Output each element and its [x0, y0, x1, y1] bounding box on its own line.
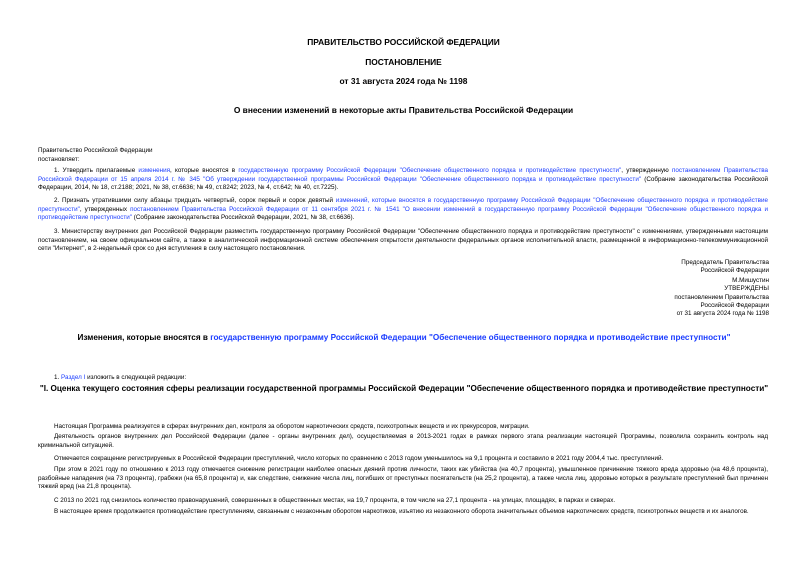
link-changes-program[interactable]: изменений, которые вносятся в государственную программу Российской Федерации "Обеспечение общественного порядка и противодействие преступности"	[38, 197, 768, 213]
changes-title	[38, 333, 770, 343]
signature-name: М.Мишустин	[732, 276, 769, 284]
body-paragraph-6: В настоящее время продолжается противодействие преступлениям, связанным с незаконным оборотом наркотиков, изъятию из незаконного оборота значительных объемов наркотических средств, психотропных веществ и их аналогов.	[54, 508, 749, 515]
paragraph-1	[38, 167, 768, 193]
preamble-resolves: постановляет:	[38, 156, 80, 163]
document-date-number: от 31 августа 2024 года № 1198	[339, 76, 468, 86]
link-changes[interactable]: изменения	[138, 167, 171, 174]
item1-number: 1.	[54, 374, 62, 381]
body-paragraph-1: Настоящая Программа реализуется в сферах внутренних дел, контроля за оборотом наркотических средств, психотропных веществ и их прекурсоров, миграции.	[54, 423, 530, 430]
p1-text-b: , которые вносятся в	[170, 167, 239, 174]
signature-position: Председатель Правительства	[681, 259, 769, 266]
link-resolution-1541[interactable]: постановлением Правительства Российской Федерации от 11 сентября 2021 г. № 1541 "О внесении изменений в государственную программу Российской Федерации "Обеспечение общественного порядка и противодействие преступности"	[38, 205, 769, 222]
approved-date: от 31 августа 2024 года № 1198	[676, 310, 769, 318]
paragraph-3: 3. Министерству внутренних дел Российской Федерации разместить государственную программу Российской Федерации "Обеспечение общественного порядка и противодействие преступности" с изменениями, утвержденными настоящим постановлением, на своем официальном сайте, а также в аналитической информационной системе обеспечения открытости деятельности федеральных органов исполнительной власти, размещенной в информационно-телекоммуникационной сети "Интернет", в 2-недельный срок со дня вступления в силу настоящего постановления.	[38, 228, 768, 253]
link-program-title[interactable]: государственную программу Российской Федерации "Обеспечение общественного порядка и противодействие преступности"	[210, 333, 731, 342]
link-section-1[interactable]: Раздел I	[61, 374, 86, 381]
document-title: О внесении изменений в некоторые акты Правительства Российской Федерации	[233, 105, 574, 115]
p1-text-a: 1. Утвердить прилагаемые	[54, 167, 139, 174]
item1-text: изложить в следующей редакции:	[85, 374, 187, 381]
preamble-government: Правительство Российской Федерации	[38, 147, 153, 154]
signature-organization: Российской Федерации	[700, 267, 769, 275]
p2-text-a: 2. Признать утратившими силу абзацы тридцать четвертый, сорок первый и сорок девятый	[54, 197, 336, 204]
approved-organization: Российской Федерации	[700, 302, 769, 310]
approved-by: постановлением Правительства	[674, 293, 769, 301]
document-type: ПОСТАНОВЛЕНИЕ	[365, 57, 442, 67]
link-state-program[interactable]: государственную программу Российской Федерации "Обеспечение общественного порядка и противодействие преступности"	[238, 167, 622, 174]
item-1	[38, 374, 768, 383]
p2-text-c: (Собрание законодательства Российской Федерации, 2021, № 38, ст.6636).	[132, 214, 355, 222]
body-paragraph-4: При этом в 2021 году по отношению к 2013 году отмечается снижение регистрации наиболее опасных деяний против личности, таких как убийства (на 40,7 процента), умышленное причинение тяжкого вреда здоровью (на 48,6 процента), разбойные нападения (на 73 процента), грабежи (на 65,8 процента) и, как следствие, снижение числа лиц, погибших от преступных посягательств (на 25,2 процента), а также числа лиц, здоровью которых в результате преступлений был причинен тяжкий вред (на 21,8 процента).	[38, 466, 768, 491]
changes-title-text: Изменения, которые вносятся в	[77, 333, 211, 342]
government-name: ПРАВИТЕЛЬСТВО РОССИЙСКОЙ ФЕДЕРАЦИИ	[307, 37, 500, 47]
paragraph-2	[38, 197, 768, 223]
body-paragraph-3: Отмечается сокращение регистрируемых в Российской Федерации преступлений, число которых по сравнению с 2013 годом уменьшилось на 9,1 процента и составило в 2021 году 2004,4 тыс. преступлений.	[54, 455, 664, 462]
p2-text-b: , утвержденных	[79, 205, 131, 213]
section-title: "I. Оценка текущего состояния сферы реализации государственной программы Российской Федерации "Обеспечение общественного порядка и противодействие преступности"	[39, 384, 769, 393]
approved-label: УТВЕРЖДЕНЫ	[724, 285, 769, 293]
link-resolution-345[interactable]: постановлением Правительства Российской Федерации от 15 апреля 2014 г. № 345 "Об утверждении государственной программы Российской Федерации "Обеспечение общественного порядка и противодействие преступности"	[38, 167, 768, 183]
p1-text-c: , утвержденную	[621, 167, 672, 174]
body-paragraph-2: Деятельность органов внутренних дел Российской Федерации (далее - органы внутренних дел), осуществляемая в 2013-2021 годах в рамках первого этапа реализации настоящей Программы, позволила сохранить контроль над криминальной ситуацией.	[38, 433, 768, 449]
p1-text-d: (Собрание законодательства Российской Федерации, 2014, № 18, ст.2188; 2021, № 38, ст.6636; № 49, ст.8242; 2023, № 4, ст.642; № 40, ст.7225).	[38, 175, 769, 192]
body-paragraph-5: С 2013 по 2021 год снизилось количество правонарушений, совершенных в общественных местах, на 19,7 процента, в том числе на 27,1 процента - на улицах, площадях, в парках и скверах.	[54, 497, 616, 504]
signature-block	[674, 259, 769, 319]
